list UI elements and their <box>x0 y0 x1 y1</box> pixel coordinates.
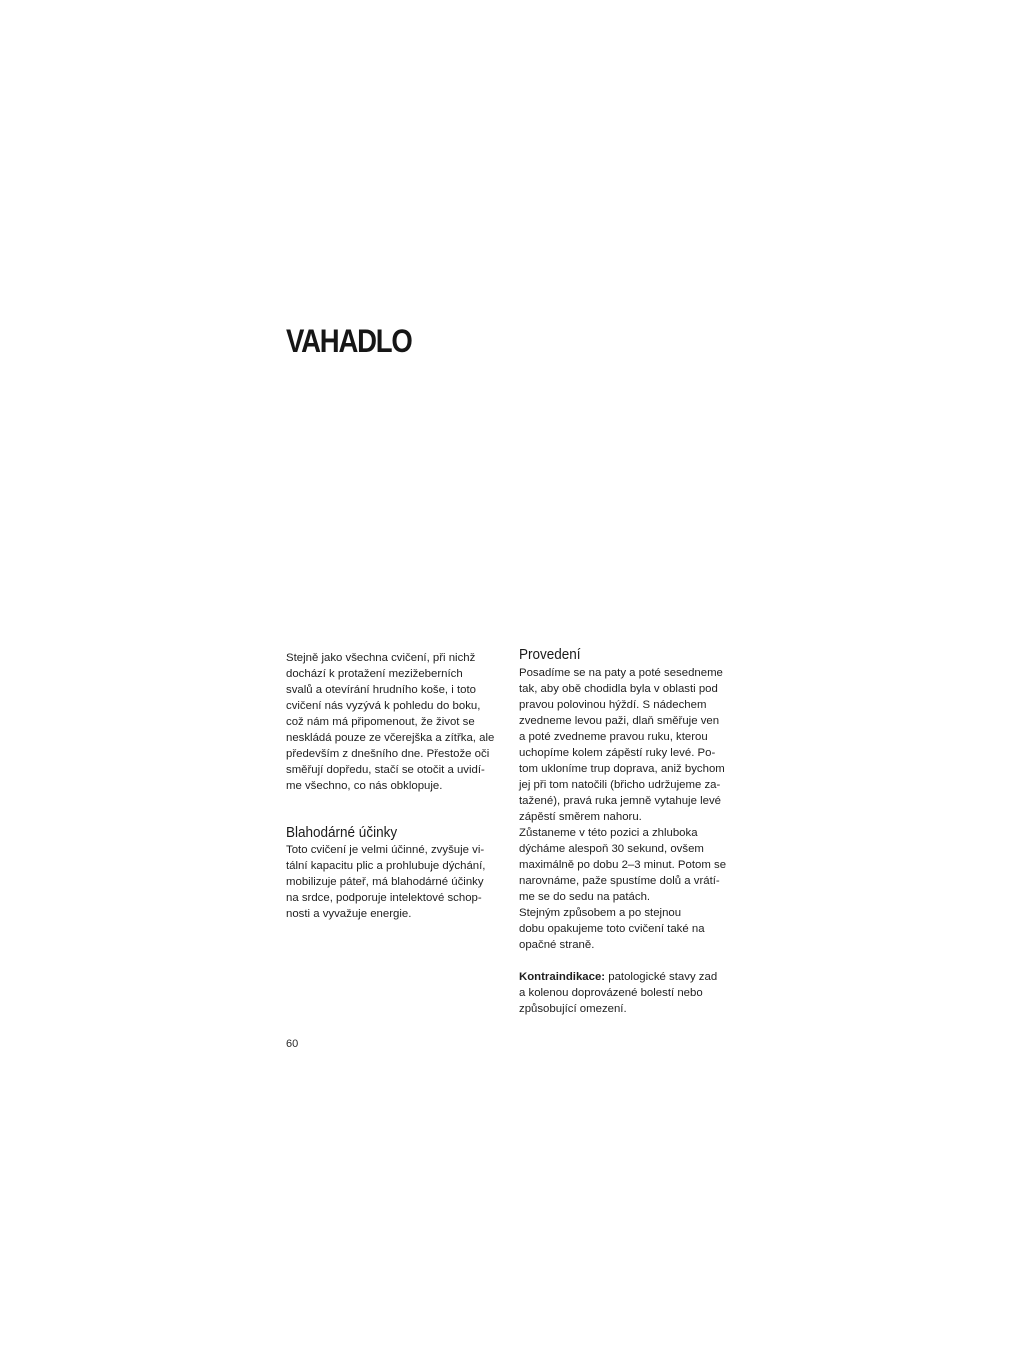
right-column <box>519 646 741 1017</box>
procedure-heading: Provedení <box>519 646 581 663</box>
contraindication-paragraph <box>519 969 741 1017</box>
page-title: VAHADLO <box>286 323 412 359</box>
benefits-paragraph: Toto cvičení je velmi účinné, zvyšuje vi- tální kapacitu plic a prohlubuje dýchání, mobilizuje páteř, má blahodárné účinky na srdce, podporuje intelektové schop- nosti a vyvažuje energie. <box>286 844 486 920</box>
contraindication-label: Kontraindikace: <box>519 971 606 983</box>
page-number: 60 <box>286 1038 299 1050</box>
left-column <box>286 650 508 922</box>
contraindication-text: patologické stavy zad a kolenou doprovázené bolestí nebo způsobující omezení. <box>519 971 718 1015</box>
procedure-paragraph: Posadíme se na paty a poté sesedneme tak, aby obě chodidla byla v oblasti pod pravou polovinou hýždí. S nádechem zvedneme levou paži, dlaň směřuje ven a poté zvedneme pravou ruku, kterou uchopíme kolem zápěstí ruky levé. Po- tom ukloníme trup doprava, aniž bychom jej při tom natočili (břicho udržujeme za- tažené), pravá ruka jemně vytahuje levé zápěstí směrem nahoru. Zůstaneme v této pozici a zhluboka dýcháme alespoň 30 sekund, ovšem maximálně po dobu 2–3 minut. Potom se narovnáme, paže spustíme dolů a vrátí- me se do sedu na patách. Stejným způsobem a po stejnou dobu opakujeme toto cvičení také na opačné straně. <box>519 667 727 951</box>
benefits-heading: Blahodárné účinky <box>286 824 398 841</box>
intro-paragraph: Stejně jako všechna cvičení, při nichž dochází k protažení mezižeberních svalů a otevírání hrudního koše, i toto cvičení nás vyzývá k pohledu do boku, což nám má připomenout, že život se neskládá pouze ze včerejška a zítřka, ale především z dnešního dne. Přestože oči směřují dopředu, stačí se otočit a uvidí- me všechno, co nás obklopuje. <box>286 652 495 792</box>
